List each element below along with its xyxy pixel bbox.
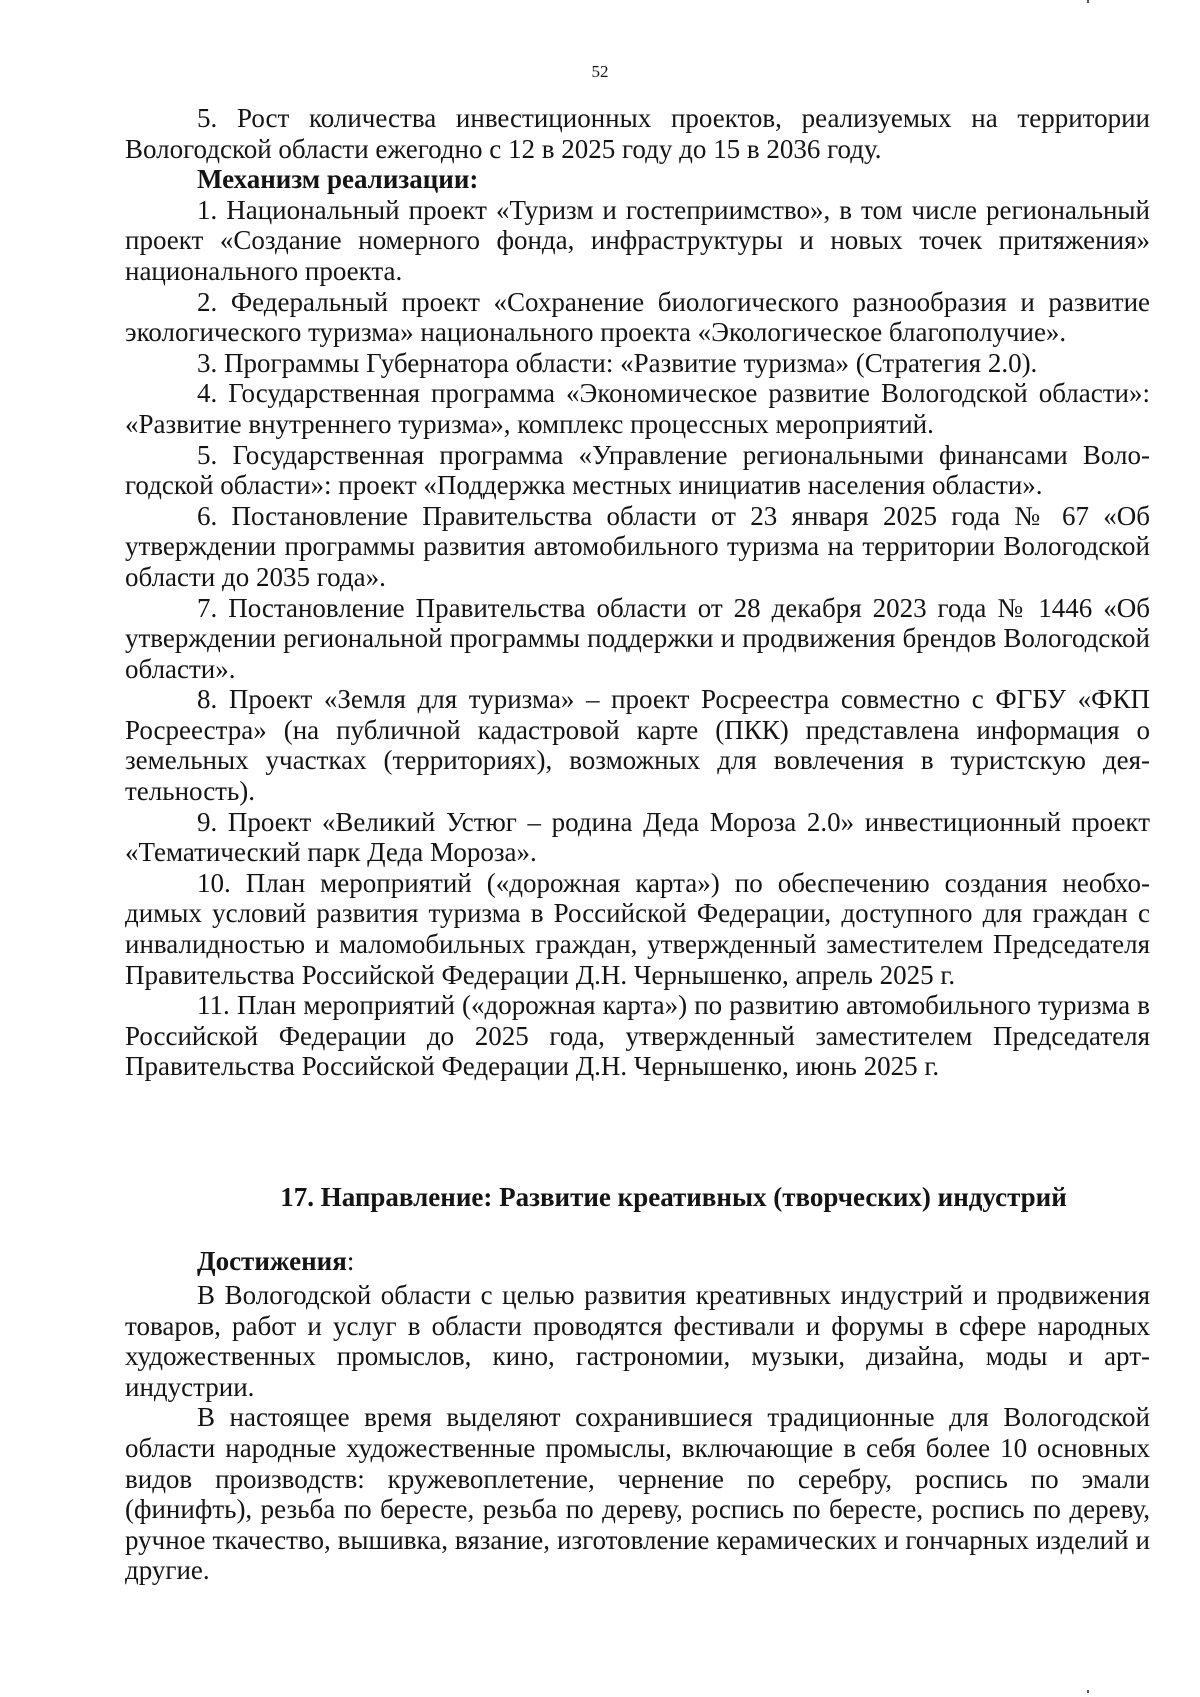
mechanism-item-2: 2. Федеральный проект «Сохранение биологического разнообразия и развитие экологического туризма» национального проекта «Экологическое благополучие». — [125, 286, 1150, 348]
paragraph-investment-target: 5. Рост количества инвестиционных проектов, реализуемых на территории Вологодской области ежегодно с 12 в 2025 году до 15 в 2036 году. — [125, 103, 1150, 164]
mechanism-item-3: 3. Программы Губернатора области: «Развитие туризма» (Стратегия 2.0). — [197, 347, 1038, 378]
mechanism-item-6: 6. Постановление Правительства области от 23 января 2025 года № 67 «Об утверждении программы развития автомобильного туризма на территории Вологодской области до 2035 года». — [125, 500, 1150, 592]
achievements-label-text: Достижения — [197, 1246, 347, 1276]
achievements-block — [125, 1280, 1150, 1586]
section-heading: 17. Направление: Развитие креативных (творческих) индустрий — [280, 1182, 1067, 1212]
mechanism-item-9: 9. Проект «Великий Устюг – родина Деда Мороза 2.0» инвестиционный проект «Тематический парк Деда Мороза». — [125, 806, 1150, 868]
achievements-paragraph-2: В настоящее время выделяют сохранившиеся традиционные для Вологодской области народные художественные промыслы, включающие в себя более 10 основных видов производств: кружевоплетение, чернение по серебру, роспись по эмали (финифть), резьба по бересте, резьба по дереву, роспись по бересте, роспись по дереву, ручное ткачество, вышивка, вязание, изготовление керамических и гончарных изделий и другие. — [125, 1402, 1150, 1586]
mechanism-item-7: 7. Постановление Правительства области от 28 декабря 2023 года № 1446 «Об утверждении региональной программы поддержки и продвижения брендов Вологодской области». — [125, 592, 1150, 684]
mechanism-item-11: 11. План мероприятий («дорожная карта») по развитию автомобильного туризма в Российской Федерации до 2025 года, утвержденный заместителем Председателя Правительства Российской Федерации Д.Н. Чернышенко, июнь 2025 г. — [125, 990, 1150, 1082]
achievements-label — [197, 1246, 354, 1277]
scan-mark — [1087, 1690, 1089, 1693]
mechanism-item-10: 10. План мероприятий («дорожная карта») по обеспечению создания необходимых условий развития туризма в Российской Федерации, доступного для граждан с инвалидностью и маломобильных граждан, утвержденный заместителем Председателя Правительства Российской Федерации Д.Н. Чернышенко, апрель 2025 г. — [125, 867, 1150, 990]
mechanism-item-5: 5. Государственная программа «Управление региональными финансами Вологодской области»: проект «Поддержка местных инициатив населения области». — [125, 439, 1150, 501]
achievements-paragraph-1: В Вологодской области с целью развития креативных индустрий и продвижения товаров, работ и услуг в области проводятся фестивали и форумы в сфере народных художественных промыслов, кино, гастрономии, музыки, дизайна, моды и арт-индустрии. — [125, 1280, 1150, 1402]
mechanism-item-4: 4. Государственная программа «Экономическое развитие Вологодской области»: «Развитие внутреннего туризма», комплекс процессных мероприятий. — [125, 378, 1150, 439]
implementation-mechanism-block — [125, 103, 1150, 1082]
scan-mark — [1087, 0, 1089, 3]
achievements-label-colon: : — [346, 1246, 355, 1276]
mechanism-item-8: 8. Проект «Земля для туризма» – проект Росреестра совместно с ФГБУ «ФКП Росреестра» (на публичной кадастровой карте (ПКК) представлена информация о земельных участках (территориях), возможных для вовлечения в туристскую деятельность). — [125, 684, 1150, 807]
mechanism-item-1: 1. Национальный проект «Туризм и гостеприимство», в том числе региональный проект «Создание номерного фонда, инфраструктуры и новых точек притяжения» национального проекта. — [125, 194, 1150, 286]
mechanism-heading: Механизм реализации: — [197, 164, 479, 195]
page-number: 52 — [591, 62, 609, 81]
